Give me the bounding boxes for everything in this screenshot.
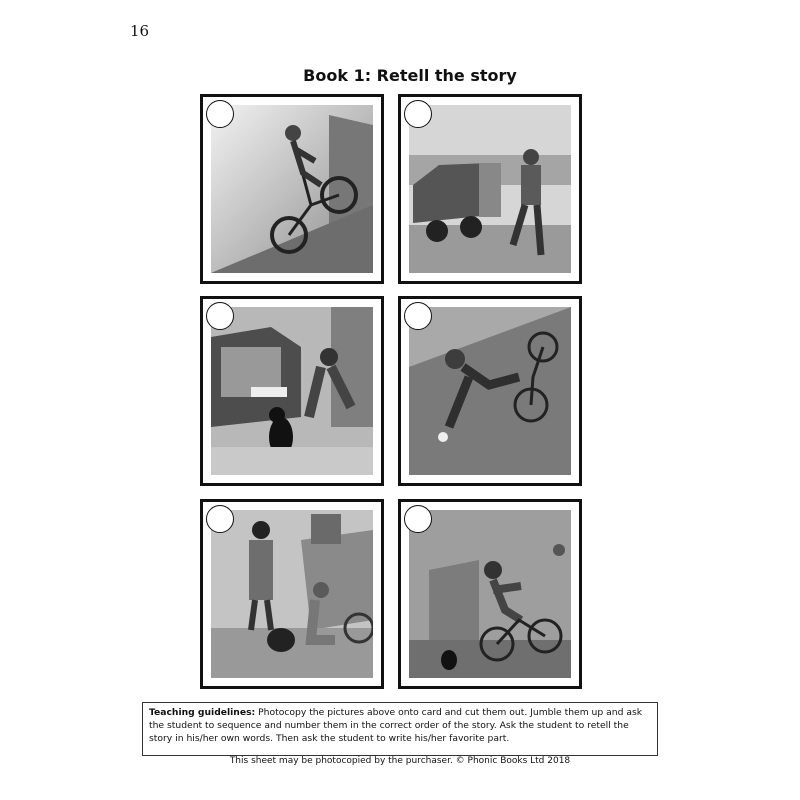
number-circle[interactable] — [404, 505, 432, 533]
story-card-5 — [200, 499, 384, 689]
boy-riding-bike-dog-illustration — [409, 510, 571, 678]
boy-falling-bike-illustration — [409, 307, 571, 475]
kids-petting-dog-illustration — [211, 510, 373, 678]
page-number: 16 — [130, 22, 150, 40]
number-circle[interactable] — [404, 100, 432, 128]
copyright-footer: This sheet may be photocopied by the purchaser. © Phonic Books Ltd 2018 — [229, 756, 571, 766]
number-circle[interactable] — [404, 302, 432, 330]
number-circle[interactable] — [206, 100, 234, 128]
teaching-guidelines-box — [142, 702, 658, 756]
man-leaving-truck-illustration — [409, 105, 571, 273]
story-card-4 — [398, 296, 582, 486]
story-card-2 — [398, 94, 582, 284]
number-circle[interactable] — [206, 302, 234, 330]
page-title: Book 1: Retell the story — [303, 66, 517, 85]
story-card-6 — [398, 499, 582, 689]
bmx-jump-illustration — [211, 105, 373, 273]
guidelines-label: Teaching guidelines: — [149, 707, 256, 718]
story-card-1 — [200, 94, 384, 284]
guidelines-text: Photocopy the pictures above onto card and cut them out. Jumble them up and ask the student to sequence and number them in the correct order of the story. Ask the student to retell the story in his/her own words. Then ask the student to write his/her favorite part. — [149, 707, 643, 744]
story-card-3 — [200, 296, 384, 486]
number-circle[interactable] — [206, 505, 234, 533]
man-with-dog-truck-illustration — [211, 307, 373, 475]
